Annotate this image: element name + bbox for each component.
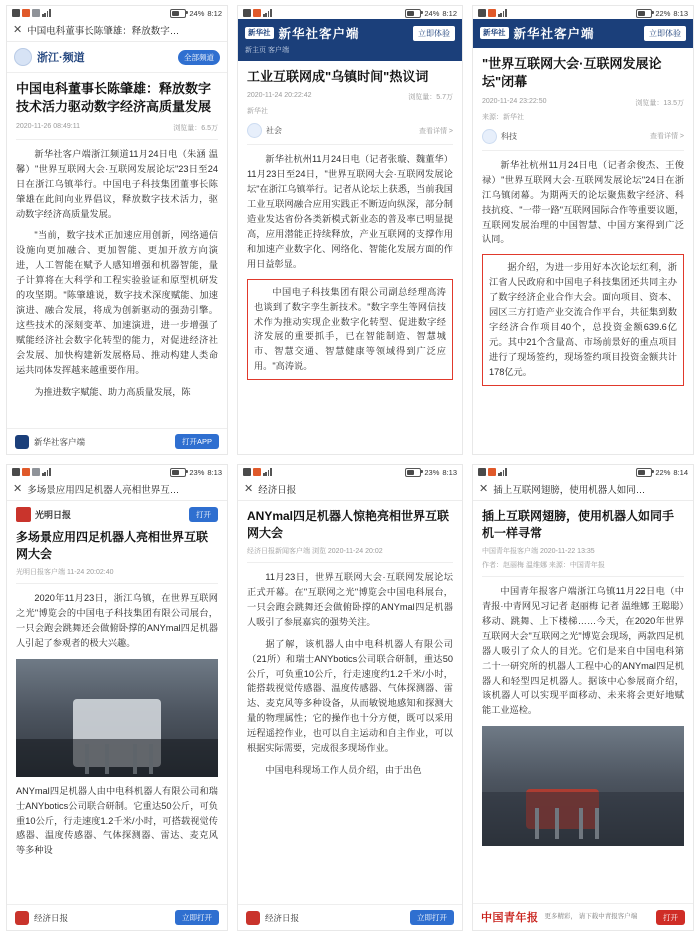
article-meta: 经济日报新闻客户端 浏览 2020-11-24 20:02	[247, 548, 383, 556]
app-icon	[488, 9, 496, 17]
clock: 8:13	[207, 467, 222, 477]
app-header-row	[480, 24, 686, 42]
status-bar	[7, 6, 227, 19]
close-icon[interactable]: ✕	[13, 23, 23, 36]
app-icon	[488, 468, 496, 476]
promo-text: 更多精彩， 请下载中青报客户端	[544, 912, 638, 920]
publish-date: 2020-11-24 20:22:42	[247, 92, 312, 100]
screenshot-card-3	[472, 5, 694, 455]
app-icon	[12, 468, 20, 476]
article-meta: 光明日报客户端 11-24 20:02:40	[16, 569, 114, 577]
article-meta	[247, 92, 453, 102]
status-bar	[7, 465, 227, 478]
source-line: 来源：新华社	[482, 113, 524, 121]
status-left-icons	[478, 468, 508, 476]
browser-title-bar	[7, 478, 227, 501]
screenshot-card-5	[237, 464, 463, 931]
app-icon	[12, 9, 20, 17]
app-header	[238, 19, 462, 61]
app-icon	[243, 468, 251, 476]
status-right	[170, 9, 222, 18]
site-name: 浙江·频道	[37, 52, 85, 64]
highlighted-paragraph-box	[482, 254, 684, 385]
experience-button[interactable]: 立即体验	[644, 26, 686, 41]
tab-title: 多场景应用四足机器人亮相世界互…	[27, 485, 180, 496]
app-name: 新华社客户端	[34, 436, 86, 447]
status-bar	[473, 465, 693, 478]
app-logo-icon	[246, 911, 260, 925]
experience-button[interactable]: 立即体验	[413, 26, 455, 41]
battery-percent: 22%	[655, 467, 671, 477]
headline: 工业互联网成"乌镇时间"热议词	[247, 69, 429, 84]
brand-name: 中国青年报	[481, 912, 539, 924]
view-count: 浏览量：13.5万	[635, 99, 684, 107]
open-app-button[interactable]: 立即打开	[175, 910, 219, 925]
article-meta	[482, 98, 684, 108]
app-icon	[22, 468, 30, 476]
close-icon[interactable]: ✕	[244, 482, 254, 495]
paragraph: 11月23日，世界互联网大会·互联网发展论坛正式开幕。在"互联网之光"博览会中国电科展台，一只会跑会跳舞还会做俯卧撑的ANYmal四足机器人吸引了参展嘉宾的强势关注。	[247, 572, 453, 627]
source-logo-icon	[16, 507, 31, 522]
status-left-icons	[243, 9, 273, 17]
site-logo-icon	[14, 48, 32, 66]
app-icon	[253, 9, 261, 17]
close-icon[interactable]: ✕	[13, 482, 23, 495]
battery-icon	[636, 9, 652, 18]
app-name: 新华社客户端	[513, 27, 595, 41]
clock: 8:13	[442, 467, 457, 477]
headline: "世界互联网大会·互联网发展论坛"闭幕	[482, 56, 662, 90]
open-app-button[interactable]: 立即打开	[410, 910, 454, 925]
publish-date: 2020-11-24 23:22:50	[482, 97, 547, 105]
app-logo-icon: 新华社	[480, 27, 509, 39]
app-name: 新华社客户端	[278, 27, 360, 41]
app-logo-icon	[15, 911, 29, 925]
channel-more-link[interactable]: 查看详情 >	[649, 133, 684, 141]
article-meta	[16, 123, 218, 133]
channel-chip[interactable]	[482, 129, 684, 144]
app-logo-icon	[15, 435, 29, 449]
app-name: 经济日报	[265, 912, 300, 923]
app-icon	[32, 468, 40, 476]
site-header	[7, 42, 227, 73]
status-bar	[238, 465, 462, 478]
divider	[16, 139, 218, 140]
app-icon	[478, 468, 486, 476]
open-app-bar	[238, 904, 462, 930]
browser-title-bar	[238, 478, 462, 501]
headline: 中国电科董事长陈肇雄：释放数字技术活力驱动数字经济高质量发展	[16, 81, 212, 115]
signal-icon	[498, 9, 508, 17]
app-icon	[32, 9, 40, 17]
open-app-button[interactable]: 打开	[656, 910, 685, 925]
article-photo	[482, 726, 684, 846]
app-icon	[253, 468, 261, 476]
screenshot-card-4	[6, 464, 228, 931]
article	[473, 501, 693, 718]
open-app-bar	[473, 903, 693, 930]
screenshot-card-6	[472, 464, 694, 931]
article	[238, 61, 462, 380]
view-count: 浏览量：6.5万	[173, 124, 218, 132]
status-right	[636, 468, 688, 477]
app-name: 经济日报	[34, 912, 69, 923]
app-icon	[243, 9, 251, 17]
battery-icon	[636, 468, 652, 477]
battery-icon	[405, 468, 421, 477]
battery-percent: 24%	[189, 8, 205, 18]
app-logo-icon: 新华社	[245, 27, 274, 39]
channel-icon	[247, 123, 262, 138]
status-right	[405, 9, 457, 18]
status-left-icons	[243, 468, 273, 476]
channel-label: 科技	[501, 131, 517, 141]
divider	[16, 583, 218, 584]
open-button[interactable]: 打开	[189, 507, 218, 522]
article	[7, 522, 227, 651]
article	[473, 48, 693, 386]
screenshot-card-2	[237, 5, 463, 455]
browser-title-bar	[7, 19, 227, 42]
source-row	[7, 501, 227, 522]
status-left-icons	[12, 468, 52, 476]
channel-label: 社会	[266, 126, 282, 136]
source-line: 新华社	[247, 108, 268, 116]
paragraph: 新华社杭州11月24日电（记者余俊杰、王俊禄）"世界互联网大会·互联网发展论坛"24日在浙江乌镇闭幕。为期两天的论坛聚焦数字经济、科技抗疫、"一带一路"互联网国际合作等重要议题，互联网发展治理的中国智慧、中国方案得到广泛认同。	[482, 159, 684, 245]
headline: ANYmal四足机器人惊艳亮相世界互联网大会	[247, 509, 450, 541]
battery-percent: 23%	[424, 467, 440, 477]
paragraph: 中国电科现场工作人员介绍，由于出色	[265, 764, 422, 775]
signal-icon	[263, 468, 273, 476]
signal-icon	[42, 9, 52, 17]
headline: 插上互联网翅膀，使用机器人如同手机一样寻常	[482, 509, 675, 541]
highlighted-paragraph-box	[247, 279, 453, 380]
paragraph: 新华社客户端浙江频道11月24日电（朱涵 温馨）"世界互联网大会·互联网发展论坛"23日至24日在浙江乌镇举行。中国电子科技集团董事长陈肇雄在此间向业界倡议，释放数字技术活力，驱动数字经济高质量发展。	[16, 148, 218, 219]
tab-title: 插上互联网翅膀，使用机器人如同…	[493, 485, 646, 496]
signal-icon	[42, 468, 52, 476]
paragraph: "当前，数字技术正加速应用创新，网络通信设施向更加融合、更加智能、更加开放方向演进，人工智能在赋予人感知增强和机器智能，量子计算将在大科学和工程实验验证和原型机研发的攻坚期。"陈肇雄说，数字技术深度赋能、加速演进、融合发展，将成为创新驱动的强劲引擎。这些技术的深刻变革、加速演进，进一步增强了赋能经济社会数字化转型的能力，对促进经济社会发展、加快构建新发展格局、推动构建人类命运共同体发挥越来越重要作用。	[16, 230, 218, 375]
paragraph: 中国电子科技集团有限公司副总经理高涛也谈到了数字孪生新技术。"数字孪生等网信技术作为推动实现企业数字化转型、促进数字经济发展的重要抓手，已在智能制造、智慧城市、智慧交通、智慧健康等领域得到广泛应用。"高涛说。	[254, 286, 446, 372]
battery-icon	[405, 9, 421, 18]
clock: 8:12	[207, 8, 222, 18]
channel-chip[interactable]	[247, 123, 453, 138]
article-photo	[16, 659, 218, 777]
open-app-bar	[7, 428, 227, 454]
divider	[247, 562, 453, 563]
divider	[482, 576, 684, 577]
headline: 多场景应用四足机器人亮相世界互联网大会	[16, 530, 209, 562]
channel-icon	[482, 129, 497, 144]
view-count: 浏览量：5.7万	[408, 94, 453, 102]
battery-percent: 22%	[655, 8, 671, 18]
close-icon[interactable]: ✕	[479, 482, 489, 495]
article	[238, 501, 462, 778]
paragraph: 据介绍，为进一步用好本次论坛红利，浙江省人民政府和中国电子科技集团还共同主办了数字经济企业合作大会。面向项目、资本、园区三方打造产业交流合作平台，共征集到数字经济合作项目40个，总投资金额639.6亿元。其中21个含量高、市场前景好的重点项目进行了现场签约，现场签约项目投资金额共计178亿元。	[489, 262, 677, 377]
channel-more-link[interactable]: 查看详情 >	[418, 127, 453, 135]
battery-percent: 23%	[189, 467, 205, 477]
battery-icon	[170, 468, 186, 477]
app-header	[473, 19, 693, 48]
app-subtitle: 新主页 客户端	[245, 47, 289, 54]
tab-title: 中国电科董事长陈肇雄：释放数字…	[27, 26, 180, 37]
app-header-row	[245, 24, 455, 42]
tab-title: 经济日报	[258, 485, 297, 496]
battery-icon	[170, 9, 186, 18]
clock: 8:12	[442, 8, 457, 18]
article-author: 作者：赵丽梅 温维娜 来源：中国青年报	[482, 562, 605, 570]
signal-icon	[263, 9, 273, 17]
paragraph: 为推进数字赋能、助力高质量发展，陈	[34, 386, 191, 397]
article-meta: 中国青年报客户端 2020-11-22 13:35	[482, 548, 595, 556]
paragraph: 中国青年报客户端浙江乌镇11月22日电（中青报·中青网见习记者 赵丽梅 记者 温维娜 王聪聪）移动、跳舞、上下楼梯……今天，在2020年世界互联网大会"互联网之光"博览会现场，两款四足机器人吸引了众人的目光。它们是来自中国电科第二十一研究所的机器人工程中心的ANYmal四足机器人和轻型四足机器人。据该中心参展商介绍，该机器人可以实现平面移动、未来将会更好地赋能工业巡检。	[482, 586, 684, 716]
status-bar	[238, 6, 462, 19]
paragraph: 新华社杭州11月24日电（记者张璇、魏董华）11月23日至24日，"世界互联网大会·互联网发展论坛"在浙江乌镇举行。记者从论坛上获悉，当前我国工业互联网融合应用实践正不断迈向纵深，部分制造业发达省份各类新模式新业态的普及率已明显提高，应用潜能正持续释放，产业互联网的支撑作用和加速产业数字化、网络化、智能化发展方面的作用日益彰显。	[247, 154, 453, 269]
photo-caption: ANYmal四足机器人由中电科机器人有限公司和瑞士ANYbotics公司联合研制。它重达50公斤，可负重10公斤，行走速度1.2千米/小时，可搭载视觉传感器、温度传感器、气体探测器、雷达、麦克风等多种设	[16, 785, 218, 856]
divider	[247, 144, 453, 145]
status-right	[636, 9, 688, 18]
clock: 8:13	[673, 8, 688, 18]
all-channels-button[interactable]: 全部频道	[178, 50, 220, 65]
clock: 8:14	[673, 467, 688, 477]
browser-title-bar	[473, 478, 693, 501]
status-right	[405, 468, 457, 477]
signal-icon	[498, 468, 508, 476]
divider	[482, 150, 684, 151]
battery-percent: 24%	[424, 8, 440, 18]
crowd-silhouette	[16, 739, 218, 777]
crowd-silhouette	[482, 792, 684, 846]
status-left-icons	[12, 9, 52, 17]
screenshot-card-1	[6, 5, 228, 455]
status-left-icons	[478, 9, 508, 17]
publish-date: 2020-11-26 08:49:11	[16, 122, 80, 130]
source-name: 光明日报	[35, 510, 72, 520]
article	[7, 73, 227, 399]
status-right	[170, 468, 222, 477]
paragraph: 2020年11月23日，浙江乌镇，在世界互联网之光"博览会的中国电子科技集团有限公司展台，一只会跑会跳舞还会做俯卧撑的ANYmal四足机器人引起了参观者的极大兴趣。	[16, 593, 218, 648]
open-app-button[interactable]: 打开APP	[175, 434, 219, 449]
status-bar	[473, 6, 693, 19]
paragraph: 据了解，该机器人由中电科机器人有限公司（21所）和瑞士ANYbotics公司联合研制，重达50公斤，可负重10公斤，行走速度约1.2千米/小时，能搭载视觉传感器、温度传感器、气体探测器、雷达、麦克风等多种设备，从而敏锐地感知和探测大量的物理属性；它的操作也十分方便，既可以采用远程遥控作业，也可以自主运动和自主作业，可以根据实际需要，完成很多现场作业。	[247, 638, 453, 754]
open-app-bar	[7, 904, 227, 930]
app-icon	[478, 9, 486, 17]
app-icon	[22, 9, 30, 17]
